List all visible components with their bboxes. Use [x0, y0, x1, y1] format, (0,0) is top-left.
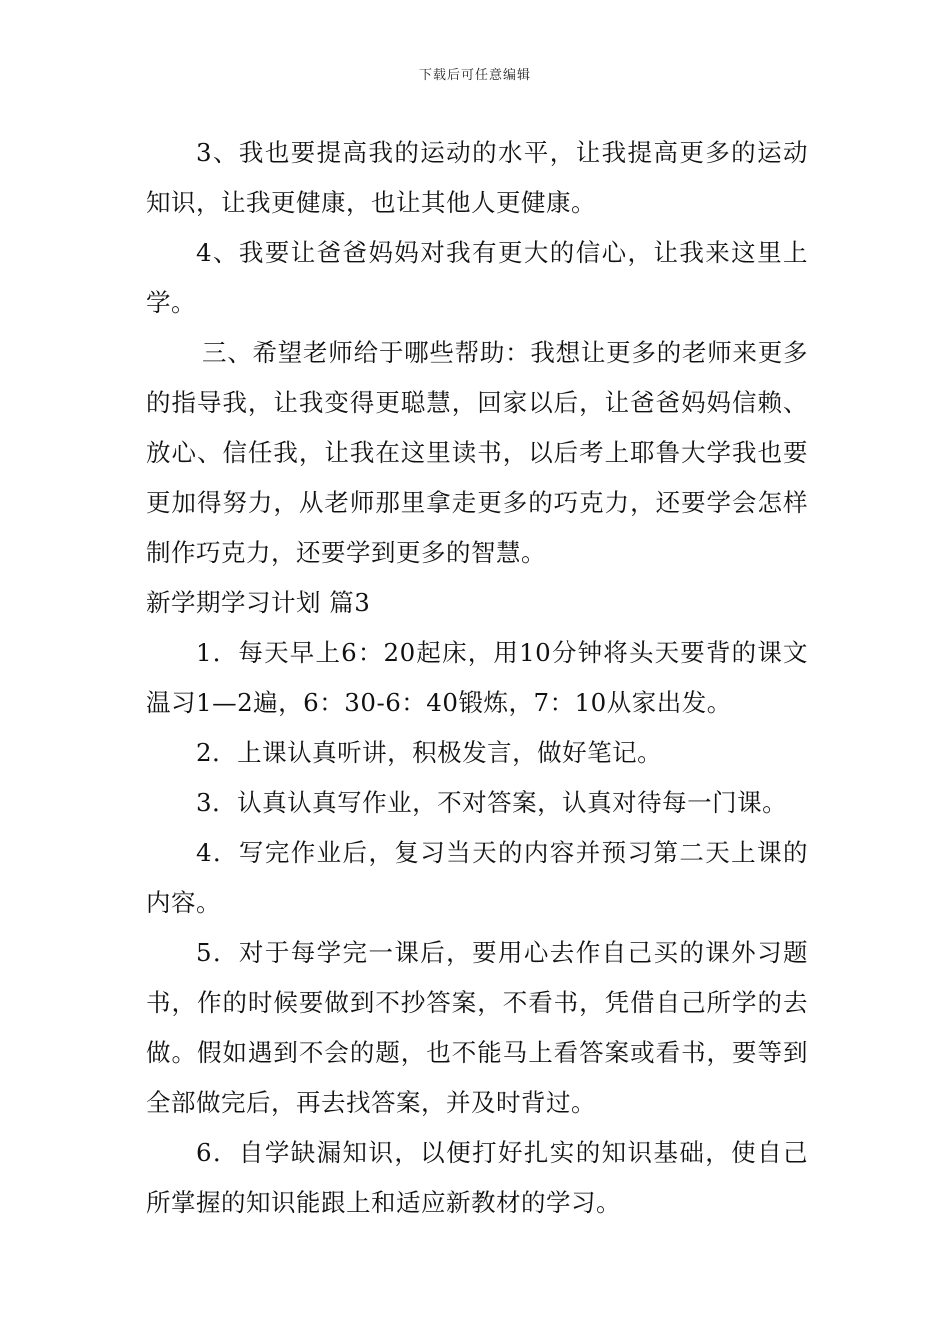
- paragraph-section-three: 三、希望老师给于哪些帮助：我想让更多的老师来更多的指导我，让我变得更聪慧，回家以后，让爸爸妈妈信赖、放心、信任我，让我在这里读书，以后考上耶鲁大学我也要更加得努力，从老师那里拿走更多的巧克力，还要学会怎样制作巧克力，还要学到更多的智慧。: [146, 338, 808, 567]
- plan-item-1: 1．每天早上6：20起床，用10分钟将头天要背的课文温习1—2遍，6：30-6：40锻炼，7：10从家出发。: [146, 638, 808, 717]
- plan-item-2: 2．上课认真听讲，积极发言，做好笔记。: [196, 738, 663, 767]
- plan-item-5: 5．对于每学完一课后，要用心去作自己买的课外习题书，作的时候要做到不抄答案，不看书，凭借自己所学的去做。假如遇到不会的题，也不能马上看答案或看书，要等到全部做完后，再去找答案，并及时背过。: [146, 938, 808, 1117]
- section-heading: 新学期学习计划 篇3: [146, 588, 371, 617]
- paragraph-item-3: 3、我也要提高我的运动的水平，让我提高更多的运动知识，让我更健康，也让其他人更健康。: [146, 138, 808, 217]
- plan-item-6: 6．自学缺漏知识，以便打好扎实的知识基础，使自己所掌握的知识能跟上和适应新教材的学习。: [146, 1138, 808, 1217]
- plan-item-4: 4．写完作业后，复习当天的内容并预习第二天上课的内容。: [146, 838, 808, 917]
- plan-item-3: 3．认真认真写作业，不对答案，认真对待每一门课。: [196, 788, 788, 817]
- document-body: [146, 128, 808, 1228]
- paragraph-item-4: 4、我要让爸爸妈妈对我有更大的信心，让我来这里上学。: [146, 238, 808, 317]
- page-header-note: 下载后可任意编辑: [418, 68, 531, 83]
